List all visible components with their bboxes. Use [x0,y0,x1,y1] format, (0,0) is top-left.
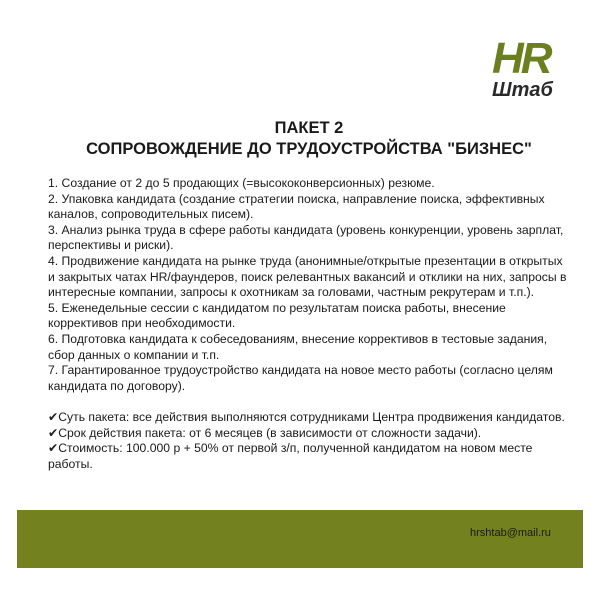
package-description [48,176,568,472]
hr-shtab-logo [492,34,560,104]
list-item: 7. Гарантированное трудоустройство кандидата на новое место работы (согласно целям кандидата по договору). [48,363,553,393]
list-item: 3. Анализ рынка труда в сфере работы кандидата (уровень конкуренции, уровень зарплат, перспективы и риски). [48,222,564,253]
list-item: 1. Создание от 2 до 5 продающих (=высококонверсионных) резюме. [48,176,435,190]
package-subtitle: СОПРОВОЖДЕНИЕ ДО ТРУДОУСТРОЙСТВА "БИЗНЕС" [86,140,532,158]
note-item: ✔Стоимость: 100.000 р + 50% от первой з/п, полученной кандидатом на новом месте работы. [48,441,533,471]
list-item: 2. Упаковка кандидата (создание стратегии поиска, направление поиска, эффективных каналов, сопроводительных писем). [48,191,545,222]
package-title: ПАКЕТ 2 [274,119,344,137]
list-item: 5. Еженедельные сессии с кандидатом по результатам поиска работы, внесение коррективов при необходимости. [48,300,506,331]
logo-shtab-text: Штаб [492,79,553,101]
contact-email[interactable]: hrshtab@mail.ru [470,527,551,539]
spacer [48,394,568,410]
list-item: 4. Продвижение кандидата на рынке труда (анонимные/открытые презентации в открытых и закрытых чатах HR/фаундеров, поиск релевантных вакансий и отклики на них, запросы в интересные компании, запросы к охотникам за головами, частным рекрутерам и т.п.). [48,253,567,300]
logo-hr-text: HR [492,34,550,83]
list-item: 6. Подготовка кандидата к собеседованиям, внесение коррективов в тестовые задания, сбор данных о компании и т.п. [48,331,548,362]
note-item: ✔Суть пакета: все действия выполняются сотрудниками Центра продвижения кандидатов. [48,409,565,424]
note-item: ✔Срок действия пакета: от 6 месяцев (в зависимости от сложности задачи). [48,425,482,440]
